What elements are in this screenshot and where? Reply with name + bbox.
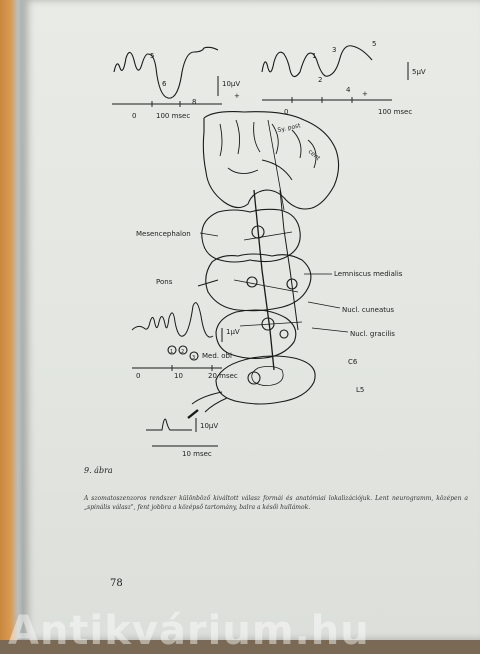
top-right-peak-3: 3 (332, 46, 337, 54)
middle-left-peak-2: 2 (181, 349, 185, 355)
leader-gracilis (312, 328, 348, 332)
top-left-peak-6: 6 (162, 80, 167, 88)
label-sy-post: Sy. post (276, 122, 302, 134)
bottom-axis-label: 10 msec (182, 450, 212, 458)
top-left-waveform (114, 47, 218, 98)
top-right-peak-2: 2 (318, 76, 323, 84)
figure-caption: A szomatoszenzoros rendszer különböző kiváltott válasz formái és anatómiai lokalizációjuk. Lent neurogramm, középen a „spinális válasz", fent jobbra a középső tartomány, balra a késői hullámok. (84, 495, 468, 511)
label-mesencephalon: Mesencephalon (136, 230, 191, 238)
bottom-waveform (146, 419, 192, 430)
book-page (22, 0, 480, 640)
top-right-plus: + (362, 90, 368, 98)
middle-left-axis-end: 20 msec (208, 372, 238, 380)
middle-left-waveform (132, 303, 213, 337)
bottom-scale-label: 10μV (200, 422, 219, 430)
top-left-plus: + (234, 92, 240, 100)
spinal-inner-shape (252, 366, 283, 385)
stimulus-electrode (188, 410, 198, 418)
top-right-peak-4: 4 (346, 86, 351, 94)
label-med-obl: Med. obl (202, 352, 232, 360)
watermark: Antikvárium.hu (8, 608, 370, 654)
middle-left-peak-1: 1 (170, 349, 174, 355)
top-right-peak-5: 5 (372, 40, 377, 48)
figure-number: 9. ábra (84, 466, 113, 475)
top-left-peak-8: 8 (192, 98, 197, 106)
pons-shape (206, 254, 311, 311)
marker-circle (280, 330, 288, 338)
label-lemniscus-medialis: Lemniscus medialis (334, 270, 403, 278)
marker-circle (247, 277, 257, 287)
label-l5: L5 (356, 386, 365, 394)
label-pons: Pons (156, 278, 173, 286)
label-nucl-gracilis: Nucl. gracilis (350, 330, 395, 338)
leader-mesencephalon (200, 233, 218, 236)
top-left-axis-end: 100 msec (156, 112, 191, 120)
top-left-axis-start: 0 (132, 112, 137, 120)
pons-arrow (198, 280, 218, 286)
top-right-peak-1: 1 (312, 52, 317, 60)
cortex-gyri (220, 120, 316, 180)
middle-left-axis-start: 0 (136, 372, 141, 380)
middle-left-axis-mid: 10 (174, 372, 183, 380)
page-number: 78 (110, 578, 123, 589)
top-left-axis (112, 101, 222, 107)
top-right-waveform (262, 46, 372, 77)
label-cent: cent (306, 148, 322, 162)
cortex-outline (203, 112, 338, 209)
middle-left-scale-label: 1μV (226, 328, 240, 336)
top-left-scale-label: 10μV (222, 80, 241, 88)
top-right-axis-start: 0 (284, 108, 289, 116)
top-right-axis (262, 97, 392, 103)
top-left-peak-5: 5 (150, 52, 155, 60)
anatomical-figure (22, 0, 480, 470)
middle-left-axis (132, 365, 222, 371)
middle-left-peak-3: 3 (192, 355, 196, 361)
label-c6: C6 (348, 358, 358, 366)
sulcus-line (268, 120, 284, 210)
top-right-scale-label: 5μV (412, 68, 426, 76)
label-nucl-cuneatus: Nucl. cuneatus (342, 306, 395, 314)
leader-cuneatus (308, 302, 340, 308)
spinal-cord-shape (216, 356, 315, 404)
top-right-axis-end: 100 msec (378, 108, 413, 116)
